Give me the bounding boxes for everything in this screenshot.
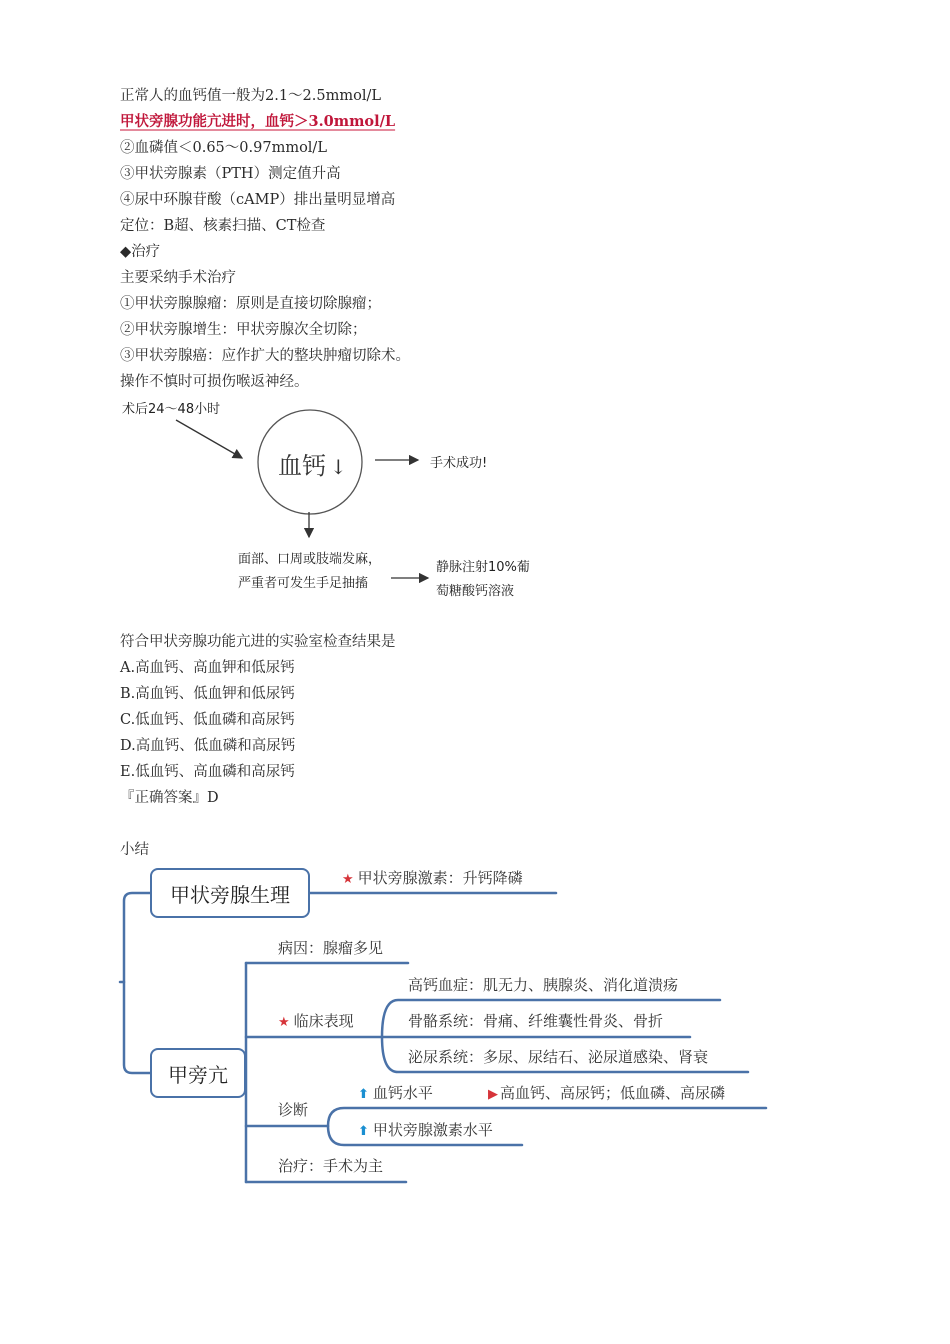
mindmap-clinical-item-skeletal: 骨骼系统：骨痛、纤维囊性骨炎、骨折 xyxy=(408,1012,664,1030)
flow-symptom-line2: 严重者可发生手足抽搐 xyxy=(238,576,369,591)
down-arrow-icon: ↓ xyxy=(330,455,347,479)
flow-start-label: 术后24～48小时 xyxy=(122,402,221,417)
mindmap-clinical-label: 临床表现 xyxy=(293,1012,354,1030)
question-option-e: E.低血钙、高血磷和高尿钙 xyxy=(120,764,295,780)
mindmap-diagnosis-item-calcium-label: 血钙水平 xyxy=(372,1084,433,1102)
mindmap-node-physiology: 甲状旁腺生理 xyxy=(150,868,310,918)
mindmap-cause: 病因：腺瘤多见 xyxy=(278,939,384,957)
star-icon: ★ xyxy=(278,1015,290,1030)
note-line-phosphorus: ②血磷值＜0.65～0.97mmol/L xyxy=(120,140,327,156)
note-line-normal-calcium: 正常人的血钙值一般为2.1～2.5mmol/L xyxy=(120,88,381,104)
mindmap-clinical-item-hypercalcemia: 高钙血症：肌无力、胰腺炎、消化道溃疡 xyxy=(408,976,679,994)
mindmap-diagnosis-item-calcium xyxy=(358,1083,433,1105)
star-icon: ★ xyxy=(342,872,354,887)
mindmap-treatment: 治疗：手术为主 xyxy=(278,1157,384,1175)
mindmap-clinical-item-urinary: 泌尿系统：多尿、尿结石、泌尿道感染、肾衰 xyxy=(408,1048,709,1066)
note-line-nerve-warning: 操作不慎时可损伤喉返神经。 xyxy=(120,374,309,390)
flow-treatment-line2: 萄糖酸钙溶液 xyxy=(436,584,515,599)
mindmap-diagnosis-label: 诊断 xyxy=(278,1101,309,1119)
mindmap-physiology-child xyxy=(342,868,523,890)
up-arrow-icon: ⬆ xyxy=(358,1124,369,1139)
question-option-d: D.高血钙、低血磷和高尿钙 xyxy=(120,738,296,754)
mindmap-diagnosis-note xyxy=(488,1083,725,1105)
flow-symptom-line1: 面部、口周或肢端发麻， xyxy=(238,552,382,567)
note-line-carcinoma: ③甲状旁腺癌：应作扩大的整块肿瘤切除术。 xyxy=(120,348,410,364)
flag-icon: ▶ xyxy=(488,1087,498,1102)
note-line-surgery: 主要采纳手术治疗 xyxy=(120,270,236,286)
section-heading-treatment: ◆治疗 xyxy=(120,244,161,260)
mindmap-physiology-child-label: 甲状旁腺激素：升钙降磷 xyxy=(357,869,523,887)
question-option-b: B.高血钙、低血钾和低尿钙 xyxy=(120,686,295,702)
mindmap-clinical xyxy=(278,1011,354,1033)
question-stem: 符合甲状旁腺功能亢进的实验室检查结果是 xyxy=(120,634,396,650)
up-arrow-icon: ⬆ xyxy=(358,1087,369,1102)
summary-title: 小结 xyxy=(120,842,149,858)
flow-success-label: 手术成功! xyxy=(430,456,488,471)
question-answer: 『正确答案』D xyxy=(120,790,219,806)
mindmap-diagnosis-item-pth xyxy=(358,1120,493,1142)
note-line-pth: ③甲状旁腺素（PTH）测定值升高 xyxy=(120,166,341,182)
note-line-camp: ④尿中环腺苷酸（cAMP）排出量明显增高 xyxy=(120,192,396,208)
note-line-adenoma: ①甲状旁腺腺瘤：原则是直接切除腺瘤； xyxy=(120,296,381,312)
mindmap-diagnosis-item-pth-label: 甲状旁腺激素水平 xyxy=(372,1121,493,1139)
question-option-a: A.高血钙、高血钾和低尿钙 xyxy=(120,660,295,676)
mindmap-node-hyperparathyroidism: 甲旁亢 xyxy=(150,1048,246,1098)
flow-center-text: 血钙 xyxy=(278,452,326,480)
question-option-c: C.低血钙、低血磷和高尿钙 xyxy=(120,712,295,728)
note-line-localization: 定位：B超、核素扫描、CT检查 xyxy=(120,218,326,234)
mindmap-diagnosis-note-label: 高血钙、高尿钙；低血磷、高尿磷 xyxy=(500,1084,726,1102)
note-line-hyperplasia: ②甲状旁腺增生：甲状旁腺次全切除； xyxy=(120,322,367,338)
note-line-hyperpara-calcium: 甲状旁腺功能亢进时，血钙＞3.0mmol/L xyxy=(120,113,396,130)
flow-treatment-line1: 静脉注射10%葡 xyxy=(436,560,530,575)
